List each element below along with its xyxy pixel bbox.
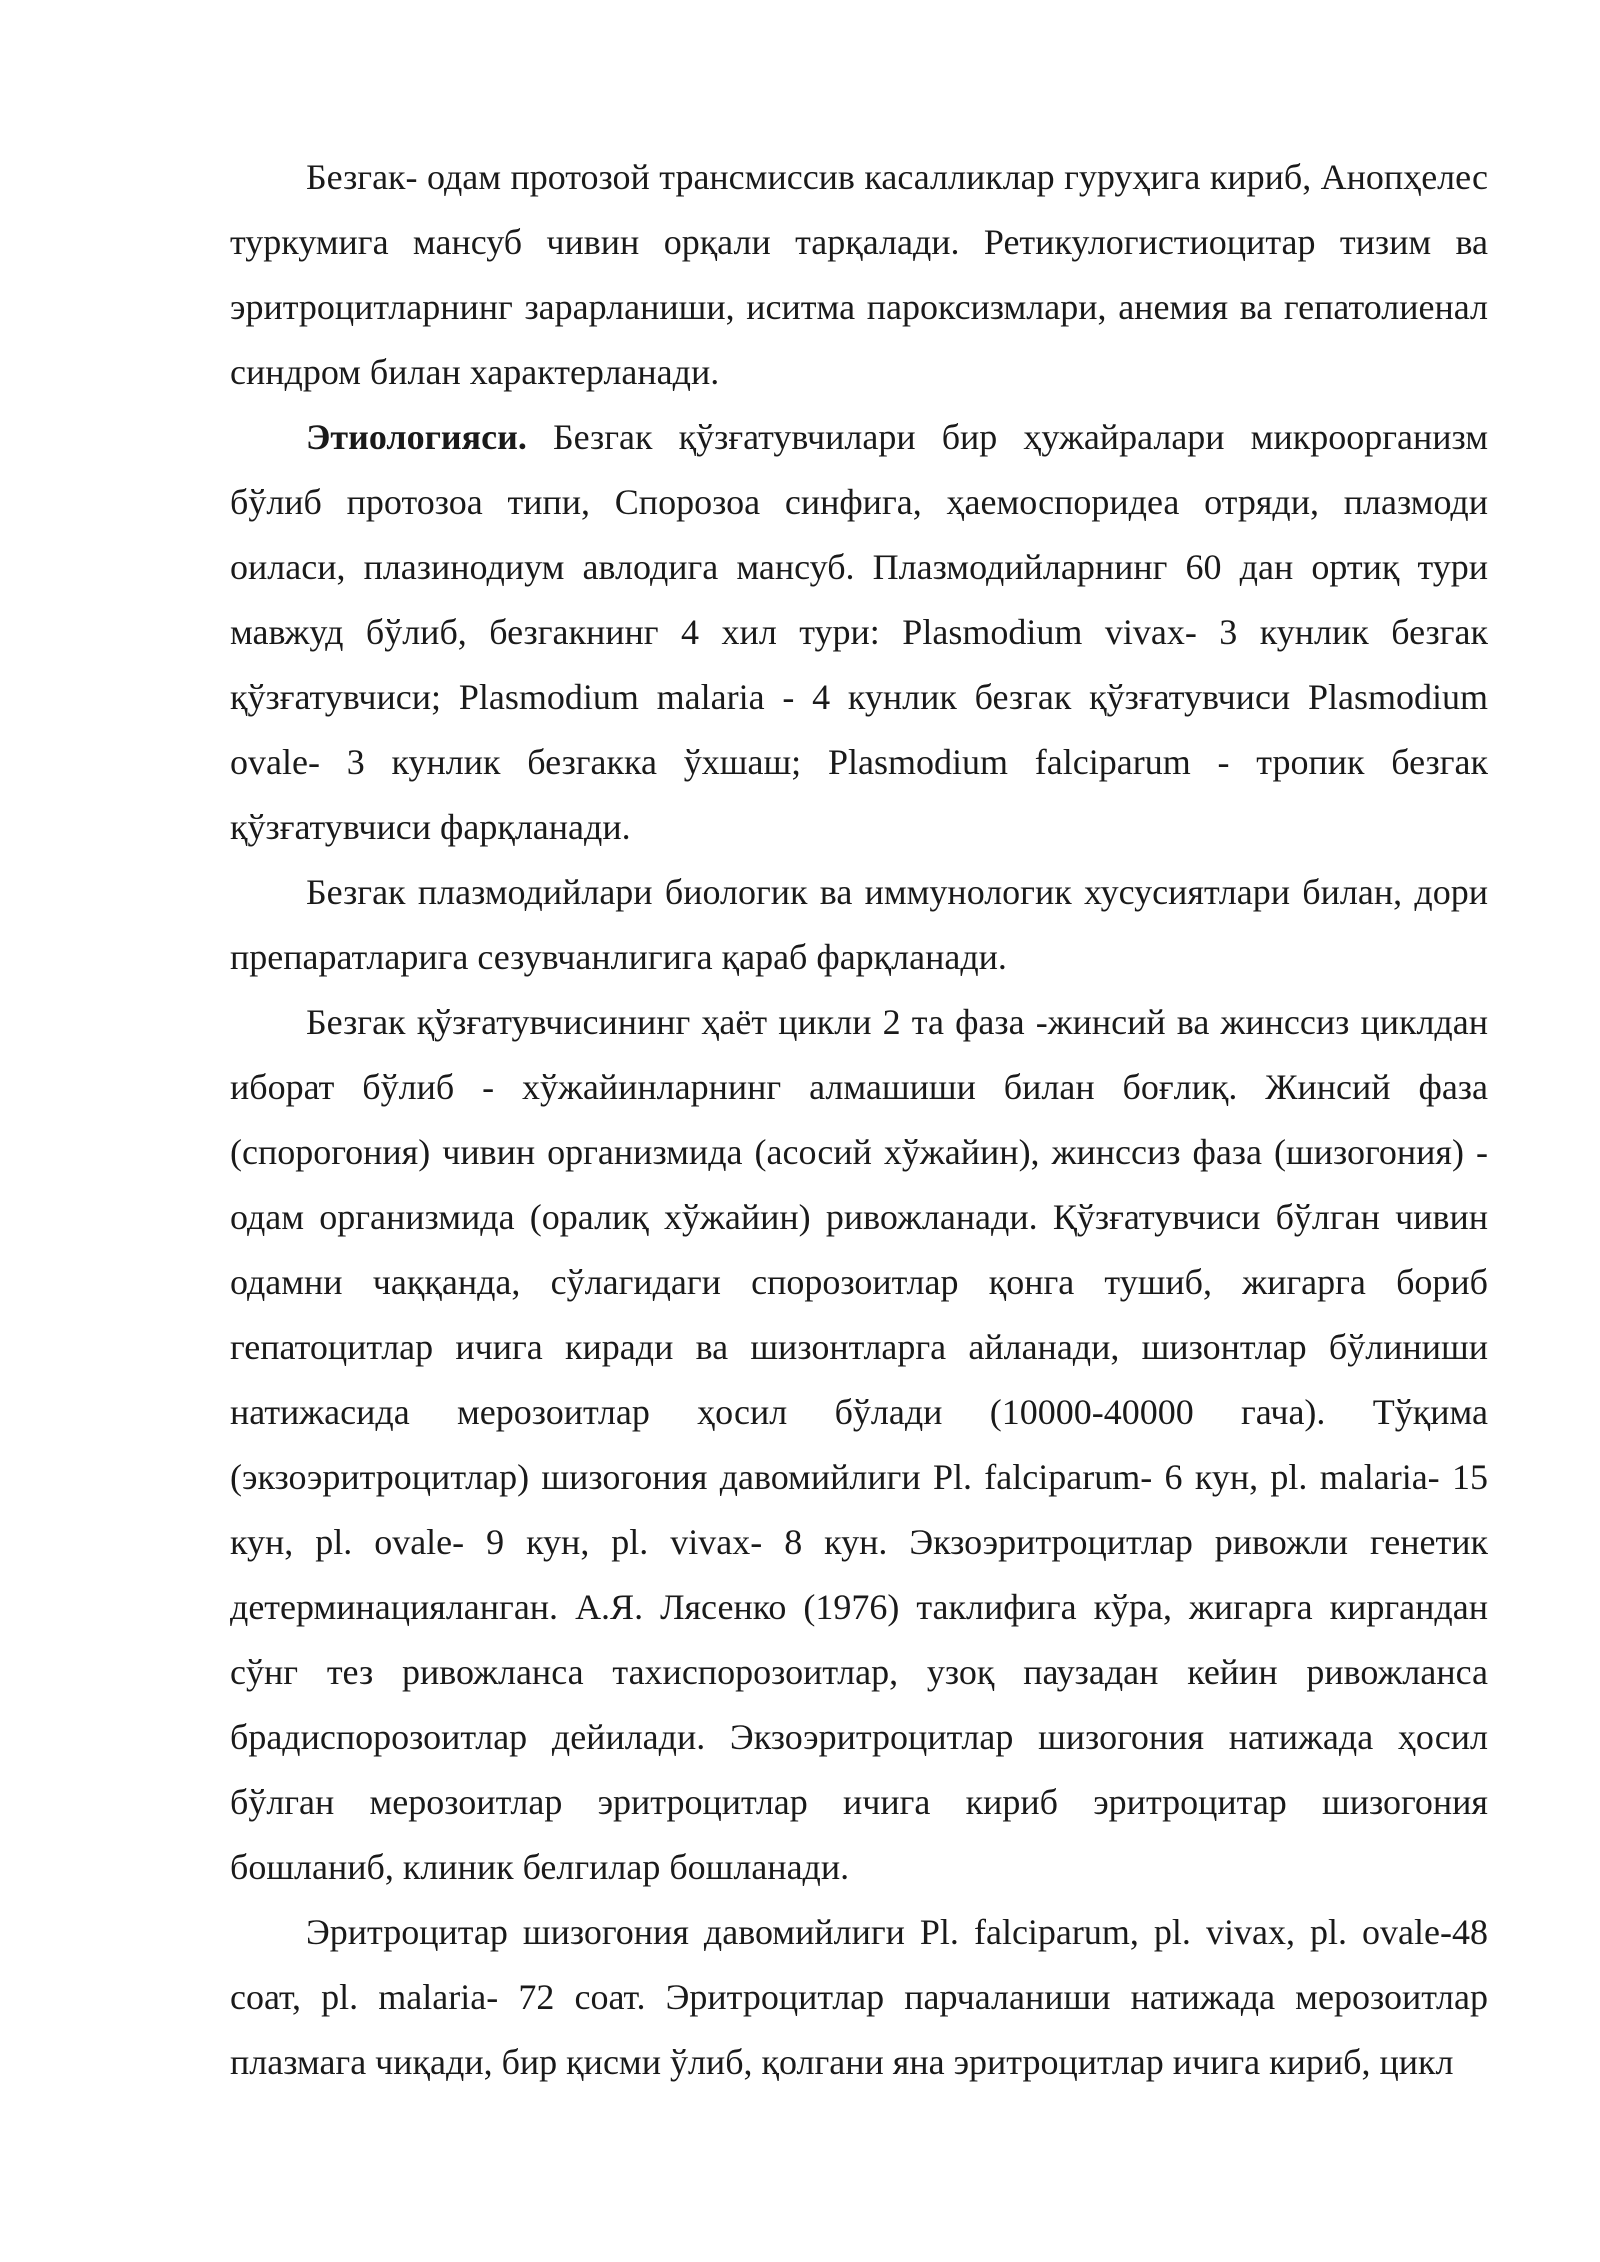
paragraph-etiology xyxy=(230,405,1488,860)
paragraph-text: Безгак- одам протозой трансмиссив касалликлар гуруҳига кириб, Анопҳелес туркумига мансуб чивин орқали тарқалади. Ретикулогистиоцитар тизим ва эритроцитларнинг зарарланиши, иситма пароксизмлари, анемия ва гепатолиенал синдром билан характерланади. xyxy=(230,157,1488,392)
paragraph-text: Безгак қўзғатувчисининг ҳаёт цикли 2 та фаза -жинсий ва жинссиз циклдан иборат бўлиб - хўжайинларнинг алмашиши билан боғлиқ. Жинсий фаза (спорогония) чивин организмида (асосий хўжайин), жинссиз фаза (шизогония) - одам организмида (оралиқ хўжайин) ривожланади. Қўзғатувчиси бўлган чивин одамни чаққанда, сўлагидаги спорозоитлар қонга тушиб, жигарга бориб гепатоцитлар ичига киради ва шизонтларга айланади, шизонтлар бўлиниши натижасида мерозоитлар ҳосил бўлади (10000-40000 гача). Тўқима (экзоэритроцитлар) шизогония давомийлиги Pl. falciparum- 6 кун, pl. malaria- 15 кун, pl. ovale- 9 кун, pl. vivax- 8 кун. Экзоэритроцитлар ривожли генетик детерминацияланган. А.Я. Лясенко (1976) таклифига кўра, жигарга киргандан сўнг тез ривожланса тахиспорозоитлар, узоқ паузадан кейин ривожланса брадиспорозоитлар дейилади. Экзоэритроцитлар шизогония натижада ҳосил бўлган мерозоитлар эритроцитлар ичига кириб эритроцитар шизогония бошланиб, клиник белгилар бошланади. xyxy=(230,1002,1488,1887)
document-body xyxy=(230,145,1488,2095)
paragraph-erythrocytic-schizogony xyxy=(230,1900,1488,2095)
paragraph-intro xyxy=(230,145,1488,405)
paragraph-text: Эритроцитар шизогония давомийлиги Pl. falciparum, pl. vivax, pl. ovale-48 соат, pl. malaria- 72 соат. Эритроцитлар парчаланиши натижада мерозоитлар плазмага чиқади, бир қисми ўлиб, қолгани яна эритроцитлар ичига кириб, цикл xyxy=(230,1912,1488,2082)
paragraph-text: Безгак қўзғатувчилари бир ҳужайралари микроорганизм бўлиб протозоа типи, Спорозоа синфига, ҳаемоспоридеа отряди, плазмоди оиласи, плазинодиум авлодига мансуб. Плазмодийларнинг 60 дан ортиқ тури мавжуд бўлиб, безгакнинг 4 хил тури: Plasmodium vivax- 3 кунлик безгак қўзғатувчиси; Plasmodium malaria - 4 кунлик безгак қўзғатувчиси Plasmodium ovale- 3 кунлик безгакка ўхшаш; Plasmodium falciparum - тропик безгак қўзғатувчиси фарқланади. xyxy=(230,417,1488,847)
paragraph-text: Безгак плазмодийлари биологик ва иммунологик хусусиятлари билан, дори препаратларига сезувчанлигига қараб фарқланади. xyxy=(230,872,1488,977)
section-heading-etiology: Этиологияси. xyxy=(306,417,527,457)
paragraph-plasmodia xyxy=(230,860,1488,990)
paragraph-life-cycle xyxy=(230,990,1488,1900)
